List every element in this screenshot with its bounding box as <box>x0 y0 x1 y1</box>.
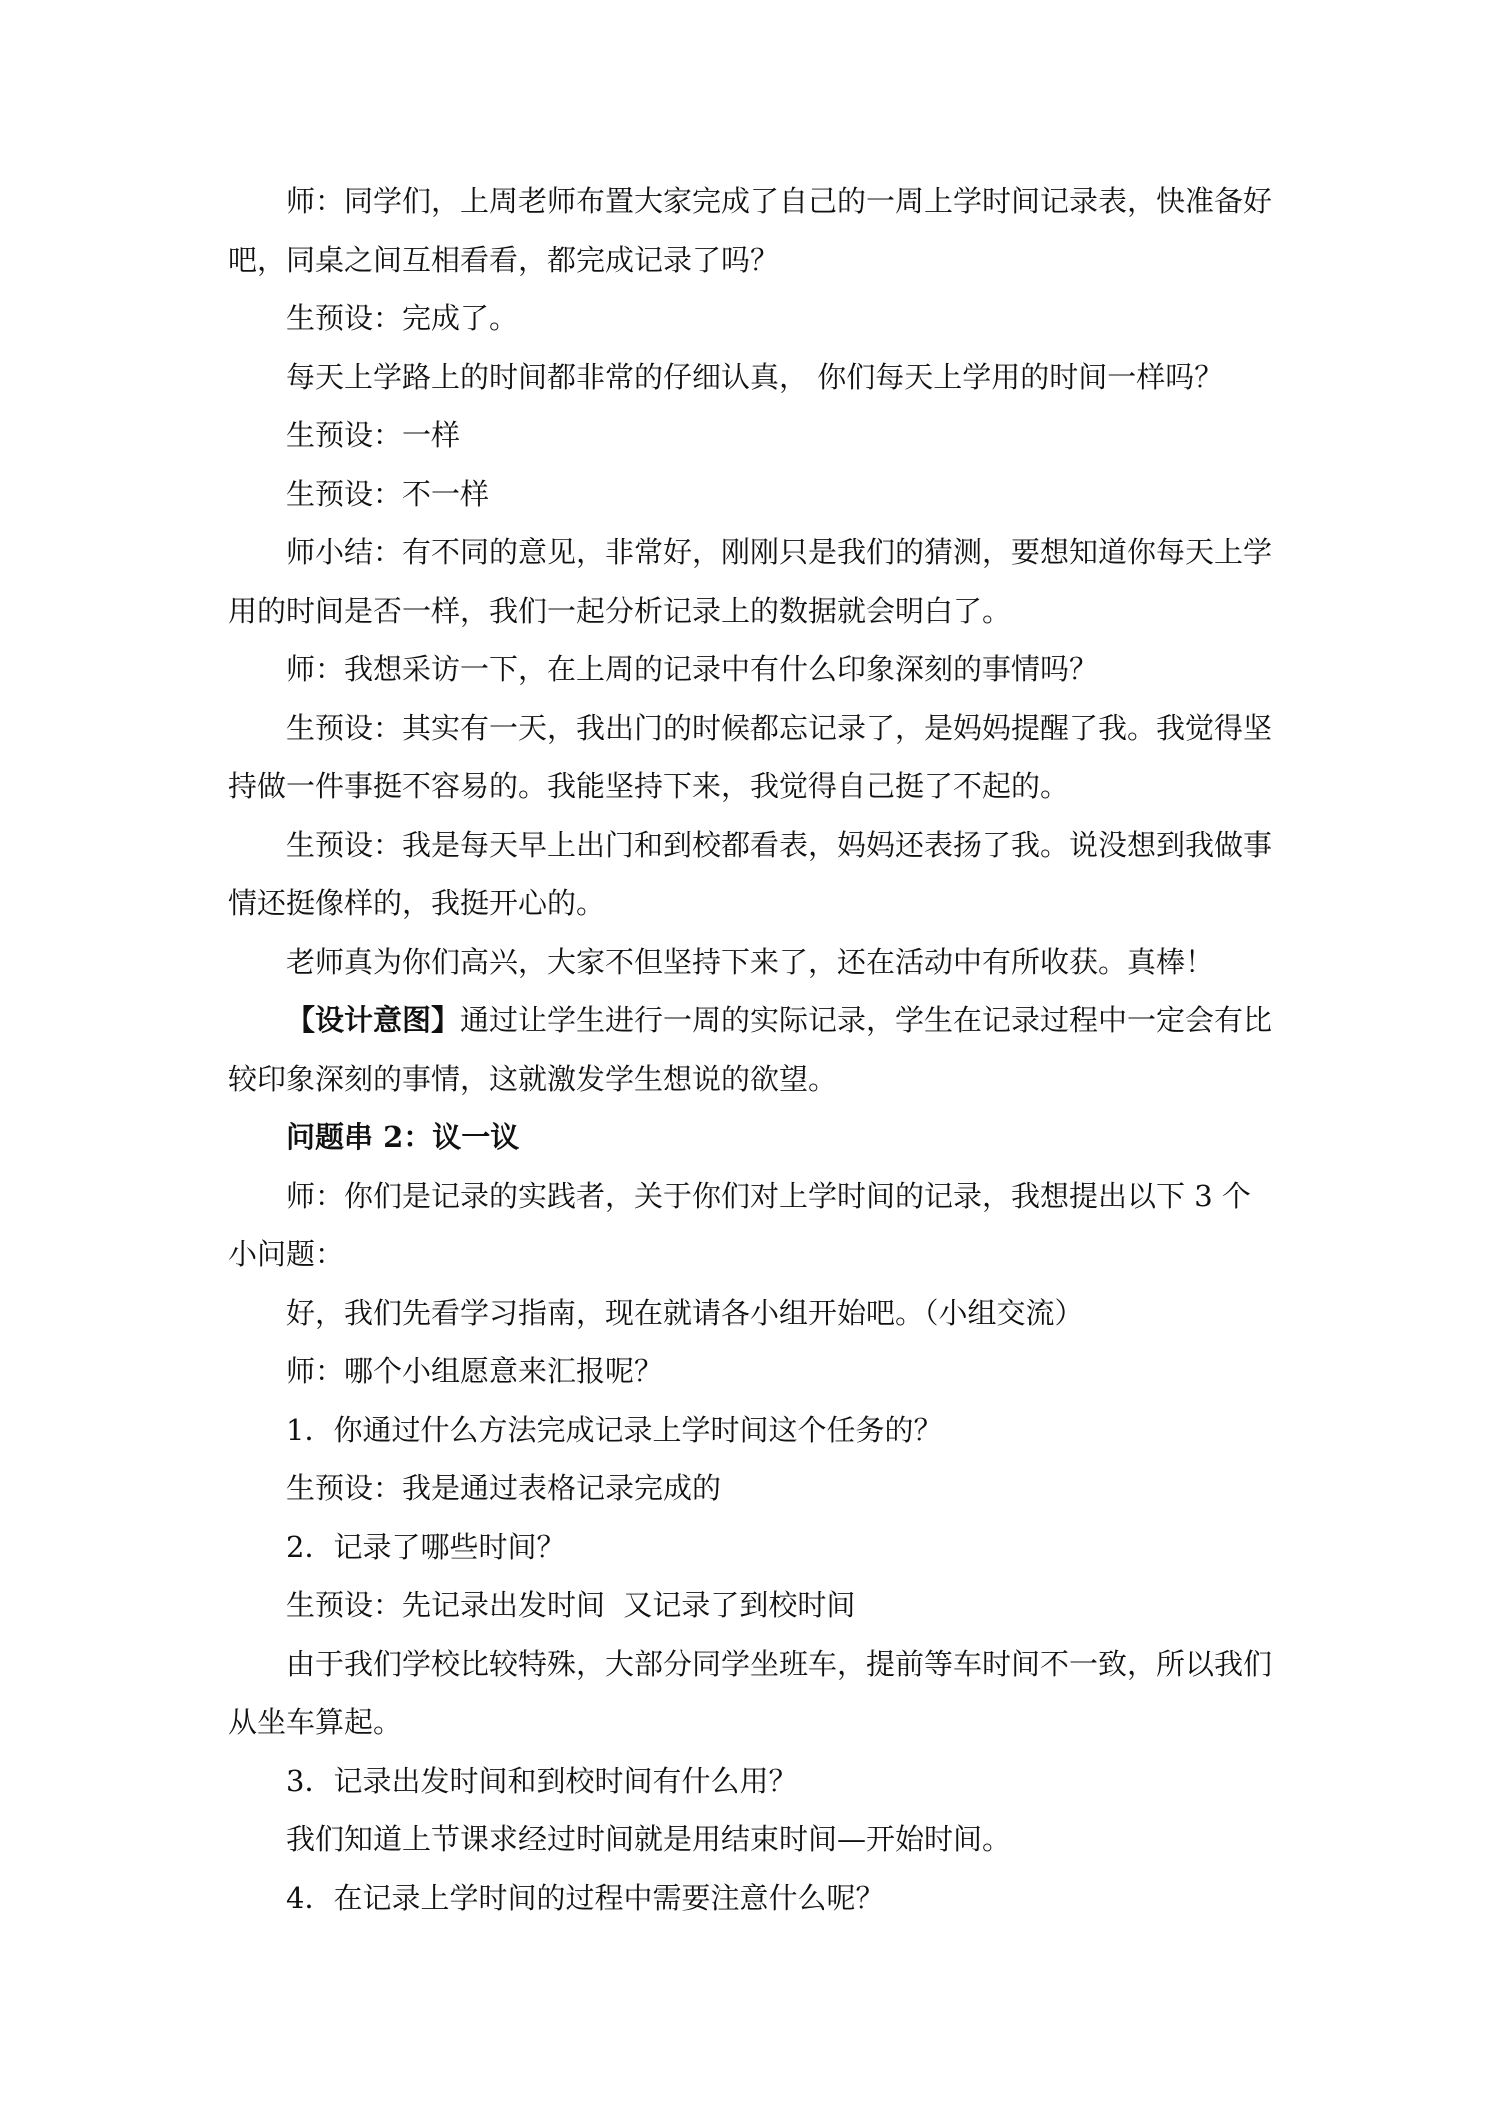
paragraph-same-time-question: 每天上学路上的时间都非常的仔细认真， 你们每天上学用的时间一样吗？ <box>286 359 1224 394</box>
answer-1: 生预设：我是通过表格记录完成的 <box>286 1471 722 1505</box>
design-intent-label: 【设计意图】 <box>286 1003 461 1037</box>
paragraph-school-bus: 由于我们学校比较特殊，大部分同学坐班车，提前等车时间不一致，所以我们从坐车算起。 <box>228 1646 1273 1739</box>
section-heading-question-series-2: 问题串 2：议一议 <box>286 1120 520 1154</box>
paragraph-teacher-three-questions: 师：你们是记录的实践者，关于你们对上学时间的记录，我想提出以下 3 个小问题： <box>228 1178 1251 1271</box>
paragraph-student-same: 生预设：一样 <box>286 418 461 452</box>
paragraph-student-reminder: 生预设：其实有一天，我出门的时候都忘记录了，是妈妈提醒了我。我觉得坚持做一件事挺不容易的。我能坚持下来，我觉得自己挺了不起的。 <box>228 710 1273 803</box>
paragraph-teacher-interview: 师：我想采访一下，在上周的记录中有什么印象深刻的事情吗？ <box>286 652 1099 686</box>
answer-2: 生预设：先记录出发时间 又记录了到校时间 <box>286 1588 856 1622</box>
question-1: 1．你通过什么方法完成记录上学时间这个任务的？ <box>286 1412 943 1447</box>
paragraph-teacher-intro: 师：同学们，上周老师布置大家完成了自己的一周上学时间记录表，快准备好吧，同桌之间互相看看，都完成记录了吗？ <box>228 184 1273 277</box>
design-intent-text: 通过让学生进行一周的实际记录，学生在记录过程中一定会有比较印象深刻的事情，这就激发学生想说的欲望。 <box>228 1003 1273 1096</box>
question-2: 2．记录了哪些时间？ <box>286 1529 566 1564</box>
paragraph-group-exchange: 好，我们先看学习指南，现在就请各小组开始吧。（小组交流） <box>286 1295 1084 1330</box>
paragraph-design-intent <box>228 991 1278 1108</box>
paragraph-teacher-summary: 师小结：有不同的意见，非常好，刚刚只是我们的猜测，要想知道你每天上学用的时间是否一样，我们一起分析记录上的数据就会明白了。 <box>228 535 1273 628</box>
paragraph-student-done: 生预设：完成了。 <box>286 301 519 335</box>
document-body <box>228 172 1278 1927</box>
answer-3: 我们知道上节课求经过时间就是用结束时间—开始时间。 <box>286 1822 1012 1856</box>
paragraph-teacher-praise: 老师真为你们高兴，大家不但坚持下来了，还在活动中有所收获。真棒！ <box>286 944 1215 979</box>
paragraph-student-different: 生预设：不一样 <box>286 476 490 511</box>
paragraph-student-praise: 生预设：我是每天早上出门和到校都看表，妈妈还表扬了我。说没想到我做事情还挺像样的，我挺开心的。 <box>228 827 1273 920</box>
paragraph-teacher-report: 师：哪个小组愿意来汇报呢？ <box>286 1354 664 1388</box>
question-3: 3．记录出发时间和到校时间有什么用？ <box>286 1763 798 1798</box>
question-4: 4．在记录上学时间的过程中需要注意什么呢？ <box>286 1880 885 1915</box>
